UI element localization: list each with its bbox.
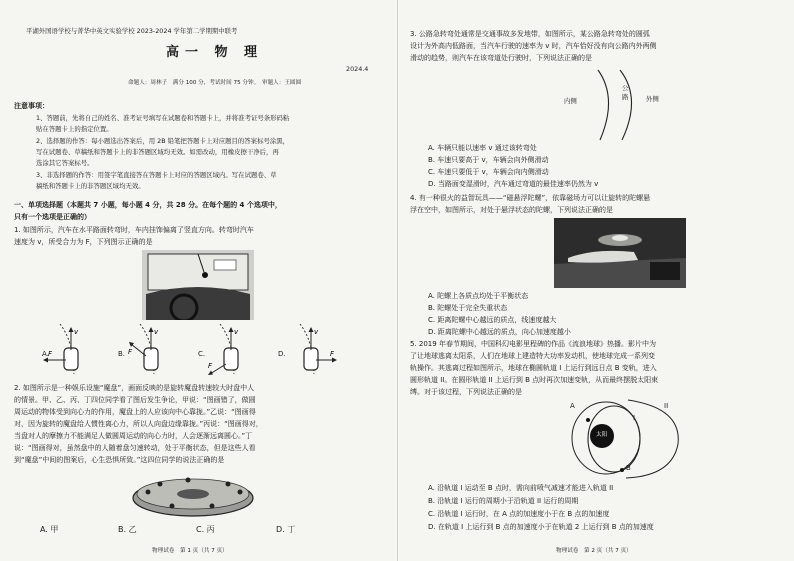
- page-title: 高一 物 理: [166, 45, 264, 60]
- spinning-top-photo: [554, 218, 686, 288]
- svg-text:F: F: [128, 348, 133, 356]
- note-line: 稿纸和答题卡上的非答题区域均无效。: [36, 182, 145, 190]
- question-1-text: 1. 如图所示，汽车在水平路面转弯时，车内挂饰偏离了竖直方向。转弯时汽车: [14, 226, 254, 234]
- q2-option-c: C. 丙: [196, 525, 215, 534]
- section-heading: 只有一个选项是正确的）: [14, 213, 91, 221]
- q5-option-a: A. 沿轨道 I 运动至 B 点时，需向前喷气减速才能进入轨道 II: [428, 484, 614, 492]
- outer-side-label: 外侧: [646, 95, 659, 103]
- point-a-label: A: [570, 402, 575, 410]
- orbit-2-label: II: [664, 402, 669, 410]
- notes-title: 注意事项：: [14, 102, 49, 110]
- question-2-text: 2. 如图所示是一种娱乐设施“魔盘”，画面反映的是旋转魔盘转速较大时盘中人: [14, 384, 255, 392]
- svg-text:v: v: [154, 328, 159, 336]
- question-5-text: 5. 2019 年春节期间，中国科幻电影里程碑的作品《流浪地球》热播。影片中为: [410, 340, 656, 348]
- question-1-text: 速度为 v，所受合力为 F，下列图示正确的是: [14, 238, 153, 246]
- option-a-label: A.: [42, 350, 49, 358]
- question-2-text: 的情景。甲、乙、丙、丁四位同学看了图后发生争论，甲说：“图画错了，做圆: [14, 396, 256, 404]
- q4-option-c: C. 距离陀螺中心越远的质点，线速度越大: [428, 316, 557, 324]
- page-footer: 物理试卷 第 1 页（共 7 页）: [152, 548, 228, 554]
- note-line: 选涂其它答案标号。: [36, 159, 94, 167]
- question-3-text: 滑动的趋势，则汽车在该弯道处行驶时，下列说法正确的是: [410, 54, 592, 62]
- q3-option-c: C. 车速只要低于 v，车辆会向内侧滑动: [428, 168, 549, 176]
- option-c-label: C.: [198, 350, 206, 358]
- question-3-text: 3. 公路急转弯处通常是交通事故多发地带，如图所示，某公路急转弯处的圆弧: [410, 30, 650, 38]
- svg-text:v: v: [234, 328, 239, 336]
- question-3-text: 设计为外高内低路面，当汽车行驶的速率为 v 时，汽车恰好没有向公路内外两侧: [410, 42, 657, 50]
- q4-option-b: B. 陀螺处于完全失重状态: [428, 304, 508, 312]
- option-d-diagram: [300, 324, 337, 374]
- q3-option-d: D. 当路面变湿滑时，汽车通过弯道的最佳速率仍然为 v: [428, 180, 599, 188]
- section-heading: 一、单项选择题（本题共 7 小题，每小题 4 分，共 28 分。在每个题的 4 个选项中，: [14, 201, 282, 209]
- question-2-text: 当盘对人的摩擦力不能满足人做圆周运动的向心力时，人会逐渐远离圆心。”丁: [14, 432, 253, 440]
- option-b-diagram: [128, 324, 159, 374]
- exam-page-2: [397, 0, 794, 561]
- svg-text:F: F: [330, 350, 335, 358]
- svg-text:v: v: [74, 328, 79, 336]
- question-5-text: 轨操作。其逃离过程如图所示，地球在椭圆轨道 I 上运行到远日点 B 变轨，进入: [410, 364, 657, 372]
- svg-text:v: v: [314, 328, 319, 336]
- q4-option-a: A. 陀螺上各质点均处于平衡状态: [428, 292, 529, 300]
- note-line: 贴在答题卡上的指定位置。: [36, 125, 113, 133]
- score-time: 命题人：周林子 满分 100 分，考试时间 75 分钟。 审题人：王圆圆: [128, 80, 302, 86]
- ornament-icon: [202, 272, 208, 278]
- q3-option-a: A. 车辆只能以速率 v 通过该转弯处: [428, 144, 537, 152]
- question-5-text: 圆形轨道 II。在圆形轨道 II 上运行到 B 点时再次加速变轨，从而最终摆脱太阳束: [410, 376, 659, 384]
- car-interior-figure: [142, 250, 254, 320]
- page-footer: 物理试卷 第 2 页（共 7 页）: [556, 548, 632, 554]
- q3-option-b: B. 车速只要高于 v，车辆会向外侧滑动: [428, 156, 549, 164]
- magic-disk-icon: [128, 470, 258, 520]
- q5-option-c: C. 沿轨道 I 运行时，在 A 点的加速度小于在 B 点的加速度: [428, 510, 610, 518]
- q2-option-b: B. 乙: [118, 525, 137, 534]
- option-d-label: D.: [278, 350, 286, 358]
- question-2-text: 对，因为旋转的魔盘给人惯性离心力，所以人向盘边缘靠拢。”丙说：“图画得对，: [14, 420, 263, 428]
- q5-option-b: B. 沿轨道 I 运行的周期小于沿轨道 II 运行的周期: [428, 497, 579, 505]
- question-2-text: 周运动的物体受到向心力的作用，魔盘上的人应该向中心靠拢。”乙说：“图画得: [14, 408, 256, 416]
- q2-option-a: A. 甲: [40, 525, 59, 534]
- note-line: 1、答题前，先将自己的姓名、准考证号填写在试题卷和答题卡上，并将准考证号条形码粘: [36, 114, 290, 122]
- svg-text:F: F: [48, 350, 53, 358]
- note-line: 写在试题卷、草稿纸和答题卡上的非答题区域均无效。如需改动，用橡皮擦干净后，再: [36, 148, 279, 156]
- orbit-1-label: I: [633, 414, 636, 422]
- svg-text:F: F: [208, 362, 213, 370]
- option-b-label: B.: [118, 350, 126, 358]
- option-a-diagram: [43, 324, 79, 374]
- question-5-text: 了让地球逃离太阳系，人们在地球上建造特大功率发动机，使地球完成一系列变: [410, 352, 655, 360]
- q4-option-d: D. 距离陀螺中心越远的质点，向心加速度越小: [428, 328, 571, 336]
- question-4-text: 浮在空中，如图所示，对处于悬浮状态的陀螺，下列说法正确的是: [410, 206, 613, 214]
- sun-label: 太阳: [596, 432, 608, 438]
- note-line: 2、选择题的作答：每小题选出答案后，用 2B 铅笔把答题卡上对应题目的答案标号涂黑，: [36, 137, 290, 145]
- road-label: 公路: [622, 84, 629, 101]
- question-5-text: 缚。对于该过程，下列说法正确的是: [410, 388, 522, 396]
- exam-date: 2024.4: [346, 65, 369, 73]
- question-2-text: 到“魔盘”中间的图案后，心生恐惧所致。”这四位同学的说法正确的是: [14, 456, 225, 464]
- question-2-text: 说：“图画得对，虽然盘中的人随着盘匀速转动，处于平衡状态，但是这些人看: [14, 444, 256, 452]
- inner-side-label: 内侧: [564, 97, 577, 105]
- question-4-text: 4. 有一种很火的益智玩具——“磁悬浮陀螺”，依靠磁场力可以让旋转的陀螺悬: [410, 194, 651, 202]
- option-c-diagram: [208, 324, 239, 375]
- note-line: 3、非选择题的作答：用签字笔直接答在答题卡上对应的答题区域内。写在试题卷、草: [36, 171, 277, 179]
- q2-option-d: D. 丁: [276, 525, 296, 534]
- question-1-options-figure: [30, 318, 360, 380]
- q5-option-d: D. 在轨道 I 上运行到 B 点的加速度小于在轨道 2 上运行到 B 点的加速度: [428, 523, 654, 531]
- point-b-label: B: [626, 464, 631, 472]
- exam-header: 平湖外国语学校与菁华中英文实验学校 2023-2024 学年第二学期期中联考: [26, 27, 238, 35]
